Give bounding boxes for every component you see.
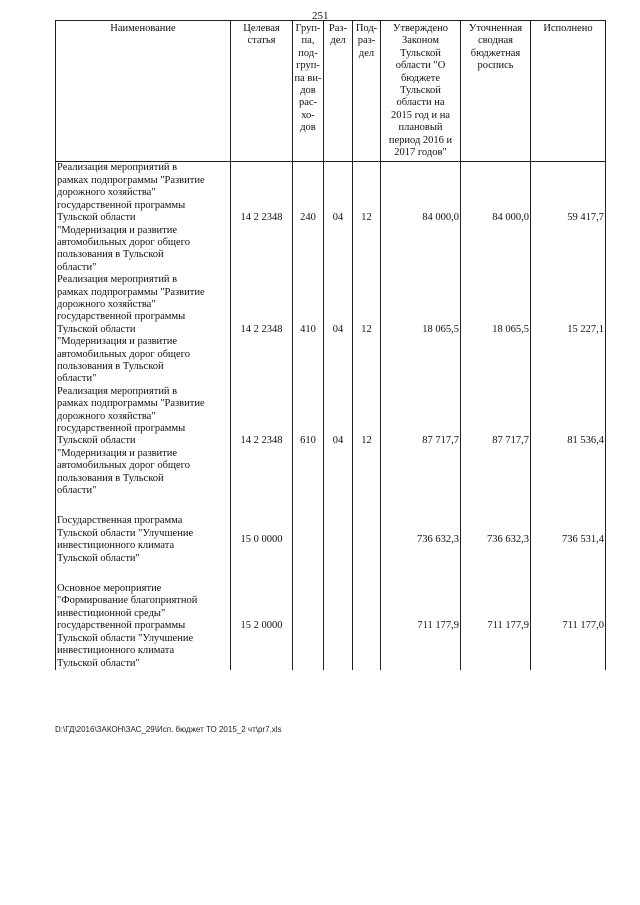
header-line: 2017 годов" <box>394 147 447 159</box>
row-target: 15 2 0000 <box>231 583 293 670</box>
row-refined: 711 177,9 <box>461 583 531 670</box>
spacer-cell <box>531 565 606 583</box>
row-section <box>324 583 353 670</box>
header-line: дов <box>300 85 316 97</box>
header-section <box>324 21 353 162</box>
row-name-line: рамках подпрограммы "Развитие <box>57 174 205 186</box>
table-row <box>56 162 606 274</box>
row-group <box>293 583 324 670</box>
row-name-line: Тульской области <box>57 435 136 447</box>
row-name-line: "Модернизация и развитие <box>57 336 178 348</box>
header-line: статья <box>247 35 276 47</box>
row-name-line: дорожного хозяйства" <box>57 410 156 422</box>
file-path: D:\ГД\2016\ЗАКОН\ЗАС_29\Исп. бюджет ТО 2015_2 чт\pr7.xls <box>55 725 282 734</box>
row-name <box>56 386 231 498</box>
header-subsection <box>353 21 381 162</box>
row-name-line: рамках подпрограммы "Развитие <box>57 398 205 410</box>
row-name-line: пользования в Тульской <box>57 249 164 261</box>
row-name-line: пользования в Тульской <box>57 472 164 484</box>
row-group: 240 <box>293 162 324 274</box>
spacer-cell <box>293 565 324 583</box>
header-line: области на <box>396 97 445 109</box>
row-name-line: области" <box>57 261 97 273</box>
spacer-cell <box>231 497 293 515</box>
row-target: 14 2 2348 <box>231 162 293 274</box>
row-refined: 84 000,0 <box>461 162 531 274</box>
row-name-line: автомобильных дорог общего <box>57 460 190 472</box>
header-line: Исполнено <box>543 23 593 34</box>
row-name-line: государственной программы <box>57 620 186 632</box>
row-name-line: Тульской области" <box>57 657 140 669</box>
spacer-cell <box>56 565 231 583</box>
row-name-line: инвестиционной среды" <box>57 607 166 619</box>
row-name-line: области" <box>57 373 97 385</box>
header-target <box>231 21 293 162</box>
spacer-cell <box>231 565 293 583</box>
header-line: раз- <box>357 35 376 47</box>
row-subsection <box>353 515 381 565</box>
row-name-line: "Модернизация и развитие <box>57 447 178 459</box>
row-name <box>56 162 231 274</box>
budget-table <box>55 20 606 670</box>
page-number: 251 <box>312 10 329 22</box>
row-name-line: области" <box>57 485 97 497</box>
header-line: 2015 год и на <box>390 109 451 121</box>
table-row <box>56 274 606 386</box>
spacer-cell <box>381 565 461 583</box>
row-name-line: пользования в Тульской <box>57 360 164 372</box>
row-spacer <box>56 565 606 583</box>
spacer-cell <box>353 565 381 583</box>
header-line: па, <box>301 35 315 47</box>
spacer-cell <box>461 497 531 515</box>
row-spacer <box>56 497 606 515</box>
header-line: дов <box>300 122 316 134</box>
row-executed: 711 177,0 <box>531 583 606 670</box>
row-name-line: дорожного хозяйства" <box>57 187 156 199</box>
table-header-row <box>56 21 606 162</box>
row-name-line: инвестиционного климата <box>57 645 175 657</box>
spacer-cell <box>531 497 606 515</box>
row-name-line: дорожного хозяйства" <box>57 298 156 310</box>
header-line: области "О <box>395 60 446 72</box>
header-line: плановый <box>398 122 443 134</box>
row-subsection: 12 <box>353 274 381 386</box>
row-refined: 18 065,5 <box>461 274 531 386</box>
header-line: Утверждено <box>393 23 448 34</box>
table-row <box>56 386 606 498</box>
row-name-line: Основное мероприятие <box>57 583 162 595</box>
header-line: хо- <box>301 109 315 121</box>
header-line: период 2016 и <box>388 134 453 146</box>
spacer-cell <box>324 565 353 583</box>
row-subsection: 12 <box>353 386 381 498</box>
spacer-cell <box>353 497 381 515</box>
spacer-cell <box>56 497 231 515</box>
row-refined: 736 632,3 <box>461 515 531 565</box>
header-line: Груп- <box>295 23 321 34</box>
row-section <box>324 515 353 565</box>
row-name-line: Тульской области" <box>57 552 140 564</box>
header-line: па ви- <box>294 72 322 84</box>
row-name-line: автомобильных дорог общего <box>57 236 190 248</box>
row-name-line: Тульской области "Улучшение <box>57 632 194 644</box>
header-line: груп- <box>296 60 320 72</box>
row-name <box>56 515 231 565</box>
row-name-line: Реализация мероприятий в <box>57 385 178 397</box>
row-name-line: Реализация мероприятий в <box>57 162 178 174</box>
row-approved: 736 632,3 <box>381 515 461 565</box>
row-refined: 87 717,7 <box>461 386 531 498</box>
row-name-line: инвестиционного климата <box>57 540 175 552</box>
spacer-cell <box>324 497 353 515</box>
row-section: 04 <box>324 274 353 386</box>
header-line: Уточненная <box>468 23 523 34</box>
row-name <box>56 274 231 386</box>
row-section: 04 <box>324 162 353 274</box>
header-line: рас- <box>298 97 318 109</box>
row-executed: 736 531,4 <box>531 515 606 565</box>
header-line: Тульской <box>400 85 441 97</box>
header-line: дел <box>330 35 346 47</box>
row-name-line: Тульской области <box>57 323 136 335</box>
row-name-line: Реализация мероприятий в <box>57 274 178 286</box>
spacer-cell <box>293 497 324 515</box>
row-target: 14 2 2348 <box>231 386 293 498</box>
header-line: Тульской <box>400 47 441 59</box>
header-line: роспись <box>477 60 514 72</box>
spacer-cell <box>381 497 461 515</box>
header-name: Наименование <box>56 21 231 162</box>
header-line: Раз- <box>328 23 348 34</box>
header-line: бюджете <box>400 72 441 84</box>
header-approved <box>381 21 461 162</box>
row-name-line: рамках подпрограммы "Развитие <box>57 286 205 298</box>
header-line: бюджетная <box>470 47 521 59</box>
row-name-line: государственной программы <box>57 423 186 434</box>
header-refined <box>461 21 531 162</box>
row-name-line: Тульской области "Улучшение <box>57 527 194 539</box>
row-subsection: 12 <box>353 162 381 274</box>
row-group: 610 <box>293 386 324 498</box>
row-name-line: Государственная программа <box>57 515 183 527</box>
row-section: 04 <box>324 386 353 498</box>
row-target: 15 0 0000 <box>231 515 293 565</box>
row-executed: 81 536,4 <box>531 386 606 498</box>
row-name-line: "Формирование благоприятной <box>57 595 198 607</box>
header-line: под- <box>298 47 318 59</box>
row-approved: 18 065,5 <box>381 274 461 386</box>
row-executed: 15 227,1 <box>531 274 606 386</box>
header-line: сводная <box>478 35 513 47</box>
table-row <box>56 515 606 565</box>
row-subsection <box>353 583 381 670</box>
header-group <box>293 21 324 162</box>
header-line: дел <box>358 47 375 59</box>
header-line: Под- <box>355 23 378 34</box>
row-group: 410 <box>293 274 324 386</box>
header-executed <box>531 21 606 162</box>
header-line: Законом <box>401 35 440 47</box>
row-name-line: "Модернизация и развитие <box>57 224 178 236</box>
row-name-line: Тульской области <box>57 212 136 224</box>
row-executed: 59 417,7 <box>531 162 606 274</box>
row-name-line: автомобильных дорог общего <box>57 348 190 360</box>
row-name-line: государственной программы <box>57 311 186 323</box>
row-approved: 711 177,9 <box>381 583 461 670</box>
table-row <box>56 583 606 670</box>
row-target: 14 2 2348 <box>231 274 293 386</box>
row-name-line: государственной программы <box>57 199 186 211</box>
header-line: Целевая <box>243 23 280 34</box>
row-approved: 87 717,7 <box>381 386 461 498</box>
row-approved: 84 000,0 <box>381 162 461 274</box>
row-name <box>56 583 231 670</box>
spacer-cell <box>461 565 531 583</box>
row-group <box>293 515 324 565</box>
